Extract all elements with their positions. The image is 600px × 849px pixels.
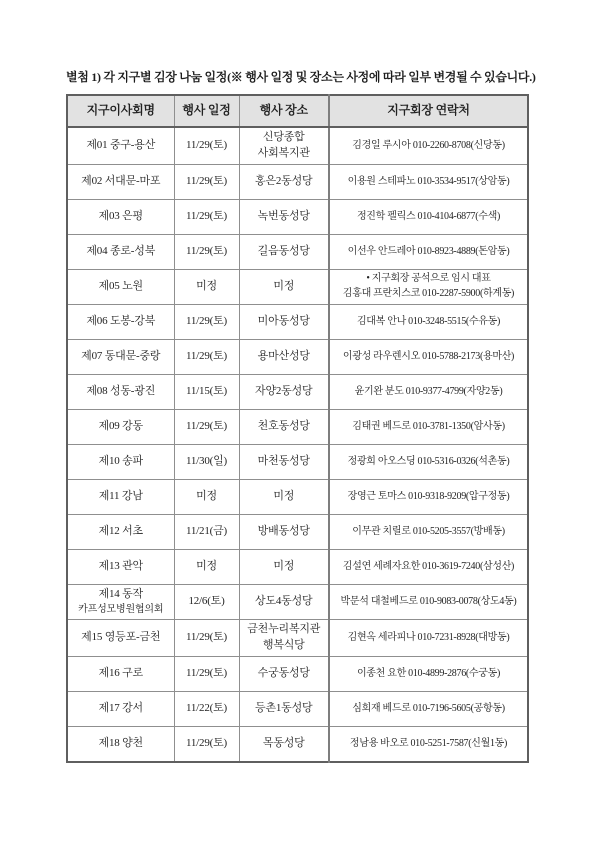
cell-line: 김현옥 세라피나 010-7231-8928(대방동) [347,632,510,643]
cell-line: • 지구회장 공석으로 임시 대표 [366,273,491,285]
cell-venue [239,692,329,727]
cell-line: 11/29(토) [185,736,227,749]
table-row [67,620,528,657]
document-page [66,0,536,763]
cell-line: 카프성모병원협의회 [78,603,164,615]
cell-line: 제05 노원 [98,279,143,292]
cell-venue [239,269,329,304]
cell-line: 윤기완 분도 010-9377-4799(자양2동) [354,385,503,397]
cell-contact [329,549,528,584]
cell-line: 제15 영등포-금천 [81,631,161,644]
cell-date [174,374,239,409]
cell-district [67,164,174,199]
cell-district [67,127,174,164]
cell-contact [329,164,528,199]
cell-line: 제09 강동 [98,419,143,432]
kimchi-schedule-table [66,94,529,763]
cell-line: 제18 양천 [98,736,143,749]
cell-venue [239,444,329,479]
cell-line: 행복식당 [262,639,305,652]
table-row [67,374,528,409]
table-body [67,127,528,762]
table-row [67,479,528,514]
cell-venue [239,199,329,234]
cell-district [67,444,174,479]
cell-line: 11/29(토) [185,174,227,187]
cell-line: 마천동성당 [257,454,310,467]
cell-line: 김경일 루시아 010-2260-8708(신당동) [352,139,505,151]
cell-line: 정진학 펠릭스 010-4104-6877(수색) [356,210,501,222]
cell-date [174,479,239,514]
cell-date [174,514,239,549]
table-row [67,727,528,762]
cell-venue [239,620,329,657]
cell-venue [239,549,329,584]
cell-line: 수궁동성당 [257,667,310,680]
cell-line: 미정 [196,489,217,502]
header-row [67,95,528,127]
cell-venue [239,657,329,692]
cell-line: 용마산성당 [257,349,310,362]
cell-venue [239,409,329,444]
cell-venue [239,727,329,762]
cell-line: 11/29(토) [185,138,227,151]
cell-line: 제03 은평 [98,209,143,222]
cell-line: 이선우 안드레아 010-8923-4889(돈암동) [347,245,510,257]
cell-venue [239,304,329,339]
cell-line: 11/15(토) [185,384,227,397]
cell-line: 자양2동성당 [255,384,313,397]
cell-line: 제12 서초 [98,524,143,537]
cell-line: 11/21(금) [185,524,227,537]
cell-contact [329,127,528,164]
cell-date [174,164,239,199]
cell-date [174,727,239,762]
cell-line: 제16 구로 [98,667,143,680]
cell-line: 제14 동작 [98,587,143,600]
cell-line: 제13 관악 [98,559,143,572]
cell-line: 제02 서대문-마포 [81,174,161,187]
cell-contact [329,727,528,762]
cell-line: 등촌1동성당 [255,702,313,715]
cell-line: 미정 [196,559,217,572]
cell-line: 11/22(토) [185,702,227,715]
cell-line: 김대복 안나 010-3248-5515(수유동) [356,315,501,327]
table-row [67,657,528,692]
cell-line: 11/29(토) [185,631,227,644]
cell-line: 녹번동성당 [257,209,310,222]
cell-line: 이종천 요한 010-4899-2876(수궁동) [356,667,501,679]
cell-line: 장영근 토마스 010-9318-9209(압구정동) [347,490,510,502]
cell-contact [329,199,528,234]
cell-line: 정남용 바오로 010-5251-7587(신월1동) [349,737,508,749]
cell-line: 천호동성당 [257,419,310,432]
table-row [67,269,528,304]
cell-date [174,409,239,444]
cell-district [67,479,174,514]
cell-contact [329,479,528,514]
table-row [67,514,528,549]
cell-district [67,304,174,339]
cell-line: 11/29(토) [185,209,227,222]
cell-line: 제08 성동-광진 [86,384,156,397]
cell-line: 미아동성당 [257,314,310,327]
cell-line: 정광희 아오스딩 010-5316-0326(석촌동) [347,455,510,467]
cell-line: 12/6(토) [188,595,225,608]
table-row [67,549,528,584]
cell-district [67,549,174,584]
cell-date [174,692,239,727]
cell-contact [329,657,528,692]
cell-line: 심희재 베드로 010-7196-5605(공항동) [352,702,505,714]
cell-date [174,234,239,269]
cell-contact [329,304,528,339]
table-row [67,692,528,727]
cell-contact [329,339,528,374]
cell-contact [329,234,528,269]
header-venue: 행사 장소 [239,95,329,127]
cell-contact [329,692,528,727]
cell-line: 제07 동대문-중랑 [81,349,161,362]
cell-district [67,620,174,657]
cell-line: 금천누리복지관 [247,623,321,636]
table-row [67,409,528,444]
cell-line: 제06 도봉-강북 [86,314,156,327]
table-row [67,304,528,339]
cell-contact [329,444,528,479]
cell-date [174,549,239,584]
cell-line: 제04 종로-성북 [86,244,156,257]
cell-line: 제10 송파 [98,454,143,467]
cell-line: 제11 강남 [98,489,143,502]
table-row [67,339,528,374]
table-row [67,127,528,164]
cell-date [174,127,239,164]
cell-venue [239,164,329,199]
cell-district [67,269,174,304]
cell-district [67,692,174,727]
cell-date [174,584,239,619]
cell-district [67,409,174,444]
cell-contact [329,374,528,409]
cell-date [174,199,239,234]
header-contact: 지구회장 연락처 [329,95,528,127]
header-district: 지구이사회명 [67,95,174,127]
cell-date [174,444,239,479]
cell-line: 제01 중구-용산 [86,138,156,151]
cell-line: 이무관 치릴로 010-5205-3557(방배동) [352,525,505,537]
cell-line: 김설연 세례자요한 010-3619-7240(삼성산) [342,560,515,572]
cell-date [174,304,239,339]
page-title: 별첨 1) 각 지구별 김장 나눔 일정(※ 행사 일정 및 장소는 사정에 따라 일부 변경될 수 있습니다.) [66,70,536,84]
cell-district [67,234,174,269]
cell-contact [329,269,528,304]
cell-date [174,620,239,657]
cell-venue [239,339,329,374]
cell-contact [329,584,528,619]
cell-line: 이용원 스테파노 010-3534-9517(상암동) [347,175,510,187]
cell-contact [329,514,528,549]
cell-line: 제17 강서 [98,702,143,715]
cell-line: 11/29(토) [185,349,227,362]
cell-venue [239,374,329,409]
table-row [67,444,528,479]
cell-contact [329,620,528,657]
table-row [67,234,528,269]
cell-venue [239,479,329,514]
cell-date [174,657,239,692]
cell-district [67,727,174,762]
cell-date [174,269,239,304]
cell-line: 사회복지관 [257,146,310,159]
cell-line: 11/30(일) [185,454,227,467]
cell-line: 상도4동성당 [255,595,313,608]
cell-line: 미정 [273,559,295,572]
cell-venue [239,514,329,549]
cell-line: 미정 [196,279,217,292]
table-row [67,584,528,619]
cell-line: 김홍대 프란치스코 010-2287-5900(하계동) [342,287,515,299]
cell-venue [239,584,329,619]
header-date: 행사 일정 [174,95,239,127]
cell-line: 11/29(토) [185,244,227,257]
cell-line: 신당종합 [262,131,305,143]
cell-district [67,584,174,619]
cell-line: 11/29(토) [185,314,227,327]
cell-line: 김태권 베드로 010-3781-1350(암사동) [352,420,505,432]
cell-venue [239,127,329,164]
table-row [67,164,528,199]
cell-line: 이광성 라우렌시오 010-5788-2173(용마산) [342,350,515,362]
cell-contact [329,409,528,444]
cell-line: 목동성당 [262,736,305,749]
cell-line: 11/29(토) [185,667,227,680]
cell-district [67,199,174,234]
cell-district [67,374,174,409]
cell-district [67,657,174,692]
cell-line: 방배동성당 [257,524,310,537]
cell-line: 미정 [273,489,295,502]
cell-line: 11/29(토) [185,419,227,432]
cell-line: 홍은2동성당 [255,174,313,187]
cell-date [174,339,239,374]
cell-line: 미정 [273,279,295,292]
table-row [67,199,528,234]
cell-venue [239,234,329,269]
cell-district [67,339,174,374]
cell-line: 길음동성당 [257,244,310,257]
cell-line: 박문석 대철베드로 010-9083-0078(상도4동) [340,595,517,607]
cell-district [67,514,174,549]
table-header [67,95,528,127]
